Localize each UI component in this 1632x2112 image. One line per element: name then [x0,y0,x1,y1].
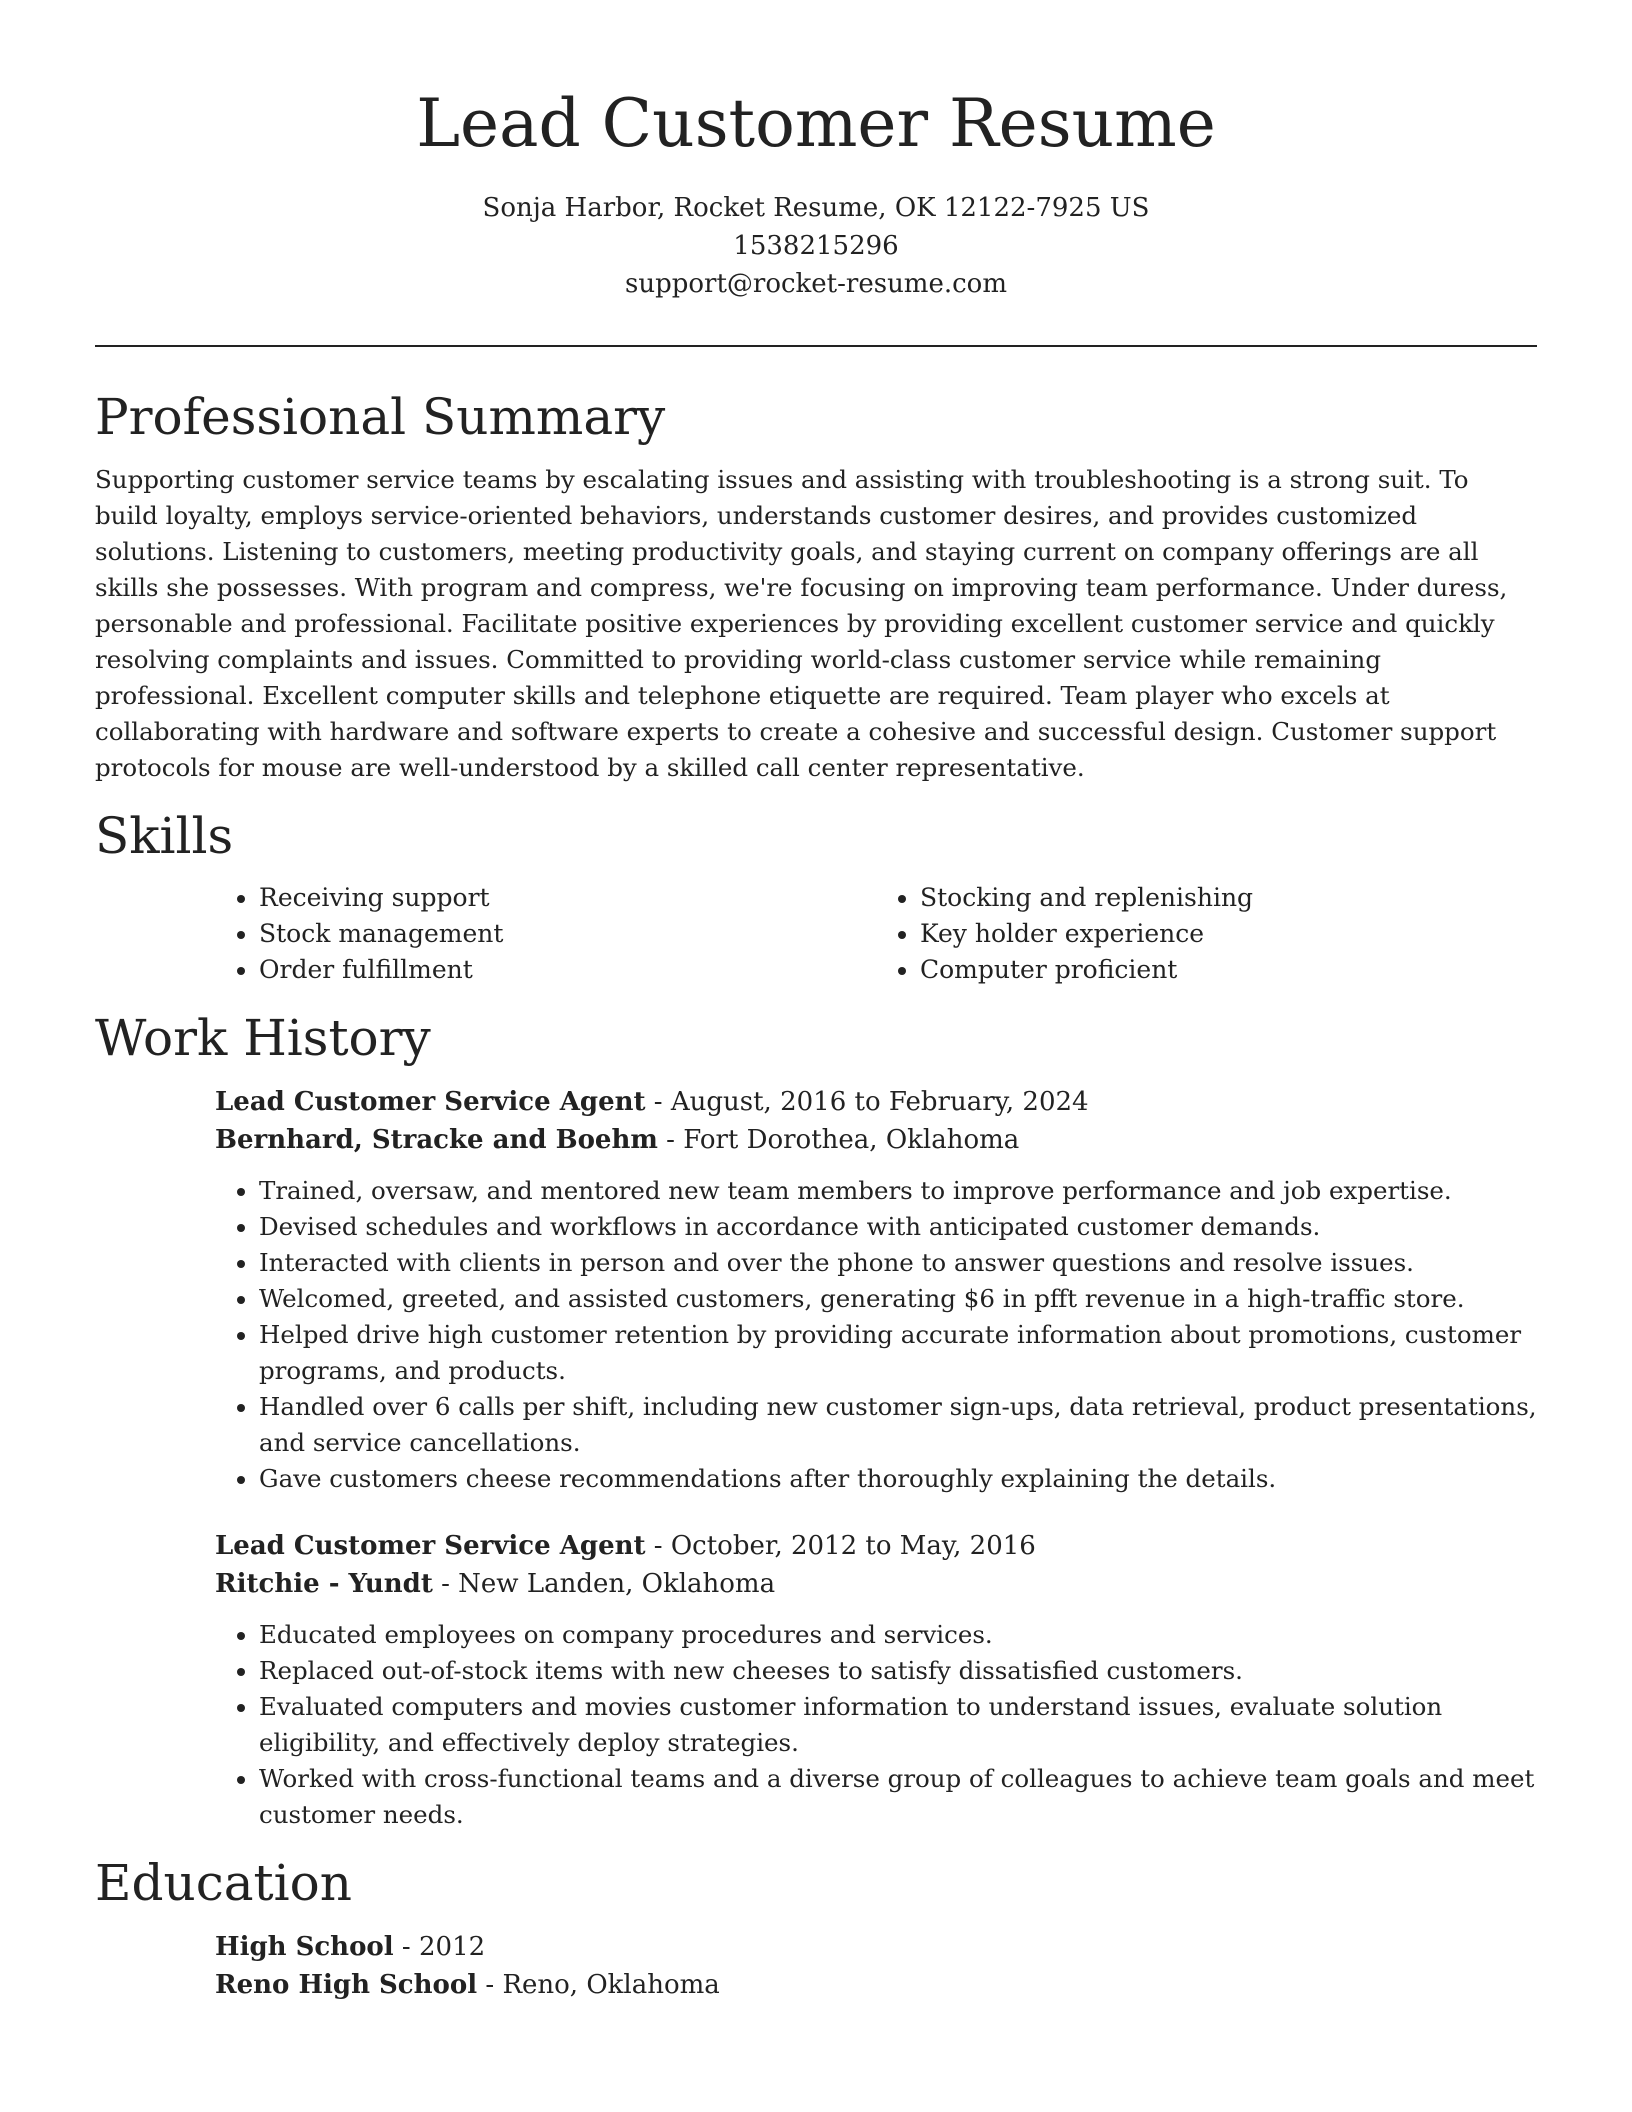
job-company-line: Bernhard, Stracke and Boehm - Fort Dorothea, Oklahoma [215,1125,1020,1155]
job-bullets [95,1617,1537,1833]
phone: 1538215296 [733,231,899,261]
job-title: Lead Customer Service Agent [215,1531,646,1561]
job-bullet: • Interacted with clients in person and over the phone to answer questions and resolve issues. [259,1245,1537,1281]
education-degree: High School [215,1932,394,1962]
contact-block [95,189,1537,303]
skills-heading: Skills [95,807,234,865]
job-company: Bernhard, Stracke and Boehm [215,1125,658,1155]
skill-item: • Computer proficient [920,952,1537,988]
job-bullet: • Worked with cross-functional teams and a diverse group of colleagues to achieve team goals and meet customer needs. [259,1761,1537,1833]
skill-item: • Stocking and replenishing [920,880,1537,916]
skill-item: • Stock management [259,916,876,952]
education-heading: Education [95,1854,352,1912]
job-title-line: Lead Customer Service Agent - October, 2012 to May, 2016 [215,1531,1036,1561]
education-school-line: Reno High School - Reno, Oklahoma [215,1970,720,2000]
work-heading: Work History [95,1009,431,1067]
job-bullets [95,1173,1537,1497]
skills-column-left [215,880,876,988]
job-dates: October, 2012 to May, 2016 [670,1531,1036,1561]
education-year: 2012 [418,1932,486,1962]
header-divider [95,345,1537,347]
job-bullet: • Educated employees on company procedures and services. [259,1617,1537,1653]
job-bullet: • Devised schedules and workflows in accordance with anticipated customer demands. [259,1209,1537,1245]
summary-heading: Professional Summary [95,388,666,446]
job-bullet: • Handled over 6 calls per shift, including new customer sign-ups, data retrieval, product presentations, and service cancellations. [259,1389,1537,1461]
job-bullet: • Evaluated computers and movies customer information to understand issues, evaluate solution eligibility, and effectively deploy strategies. [259,1689,1537,1761]
education-degree-line: High School - 2012 [215,1932,486,1962]
job-location: Fort Dorothea, Oklahoma [683,1125,1020,1155]
skills-list [215,880,1537,988]
summary-text: Supporting customer service teams by escalating issues and assisting with troubleshooting is a strong suit. To build loyalty, employs service-oriented behaviors, understands customer desires, and provides customized solutions. Listening to customers, meeting productivity goals, and staying current on company offerings are all skills she possesses. With program and compress, we're focusing on improving team performance. Under duress, personable and professional. Facilitate positive experiences by providing excellent customer service and quickly resolving complaints and issues. Committed to providing world-class customer service while remaining professional. Excellent computer skills and telephone etiquette are required. Team player who excels at collaborating with hardware and software experts to create a cohesive and successful design. Customer support protocols for mouse are well-understood by a skilled call center representative. [95,465,1508,782]
job-location: New Landen, Oklahoma [458,1569,776,1599]
skill-item: • Order fulfillment [259,952,876,988]
skills-column-right [876,880,1537,988]
job-bullet: • Gave customers cheese recommendations after thoroughly explaining the details. [259,1461,1537,1497]
education-location: Reno, Oklahoma [502,1970,720,2000]
job-entry [215,1527,1537,1833]
email: support@rocket-resume.com [624,269,1007,299]
job-bullet: • Trained, oversaw, and mentored new team members to improve performance and job expertise. [259,1173,1537,1209]
job-bullet: • Welcomed, greeted, and assisted customers, generating $6 in pfft revenue in a high-traffic store. [259,1281,1537,1317]
address: Sonja Harbor, Rocket Resume, OK 12122-7925 US [482,193,1150,223]
education-entry [215,1928,1537,2004]
job-entry [215,1083,1537,1497]
job-company-line: Ritchie - Yundt - New Landen, Oklahoma [215,1569,776,1599]
job-title: Lead Customer Service Agent [215,1087,646,1117]
job-dates: August, 2016 to February, 2024 [670,1087,1089,1117]
job-bullet: • Replaced out-of-stock items with new cheeses to satisfy dissatisfied customers. [259,1653,1537,1689]
skill-item: • Receiving support [259,880,876,916]
job-title-line: Lead Customer Service Agent - August, 2016 to February, 2024 [215,1087,1089,1117]
education-school: Reno High School [215,1970,478,2000]
resume-title: Lead Customer Resume [416,85,1216,162]
skill-item: • Key holder experience [920,916,1537,952]
job-bullet: • Helped drive high customer retention by providing accurate information about promotions, customer programs, and products. [259,1317,1537,1389]
job-company: Ritchie - Yundt [215,1569,433,1599]
